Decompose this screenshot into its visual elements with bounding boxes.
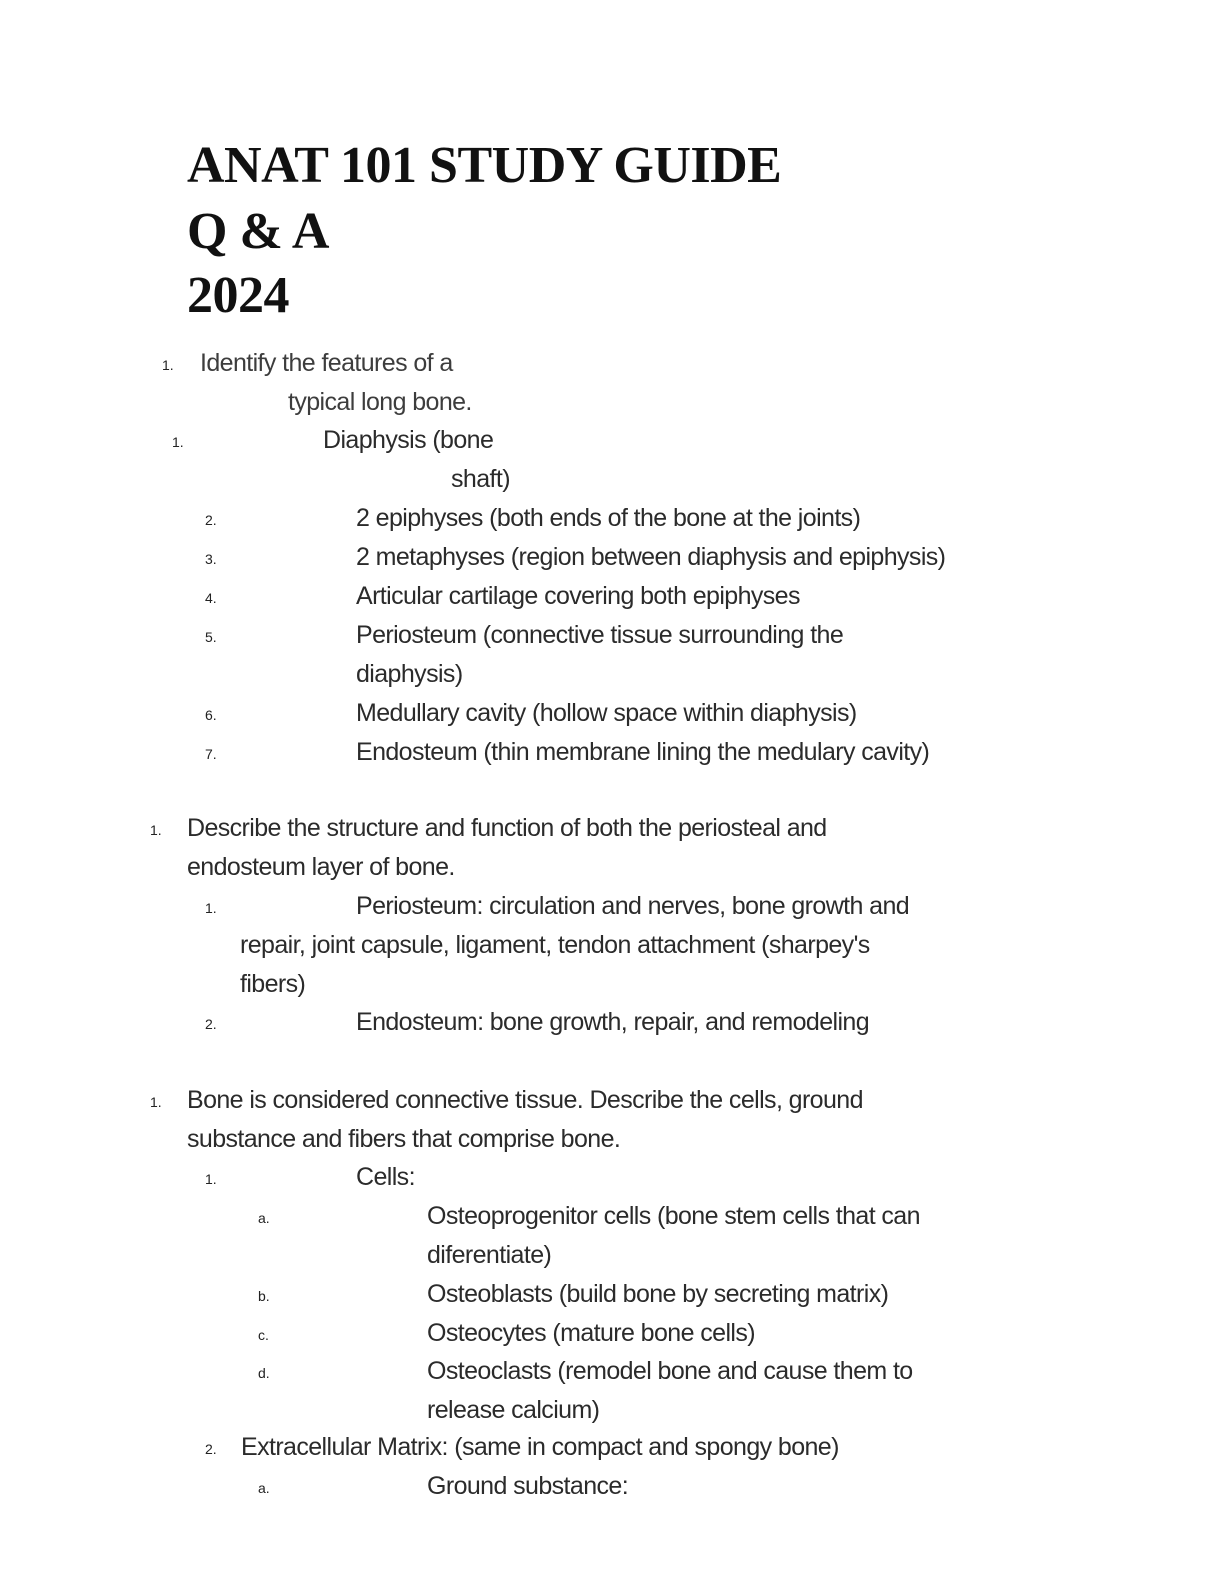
item-marker: 1. bbox=[205, 900, 217, 916]
question-text: typical long bone. bbox=[288, 388, 472, 416]
question-text: endosteum layer of bone. bbox=[187, 853, 455, 881]
answer-item: Endosteum: bone growth, repair, and remodeling bbox=[356, 1008, 870, 1036]
answer-item: repair, joint capsule, ligament, tendon attachment (sharpey's bbox=[240, 931, 870, 959]
answer-item: shaft) bbox=[451, 465, 510, 493]
answer-subitem: Osteocytes (mature bone cells) bbox=[427, 1319, 755, 1347]
item-marker: 7. bbox=[205, 746, 217, 762]
question-text: Identify the features of a bbox=[200, 349, 453, 377]
item-marker: 1. bbox=[205, 1171, 217, 1187]
answer-item: Periosteum (connective tissue surrounding the bbox=[356, 621, 844, 649]
answer-subitem: Ground substance: bbox=[427, 1472, 629, 1500]
answer-subitem: release calcium) bbox=[427, 1396, 600, 1424]
answer-item: Articular cartilage covering both epiphyses bbox=[356, 582, 800, 610]
answer-item: Diaphysis (bone bbox=[323, 426, 494, 454]
subitem-marker: c. bbox=[258, 1327, 269, 1343]
title-line-2: Q & A bbox=[187, 203, 329, 260]
answer-subitem: Osteoblasts (build bone by secreting matrix) bbox=[427, 1280, 889, 1308]
answer-item: Endosteum (thin membrane lining the medulary cavity) bbox=[356, 738, 930, 766]
item-marker: 2. bbox=[205, 1016, 217, 1032]
question-text: Bone is considered connective tissue. Describe the cells, ground bbox=[187, 1086, 863, 1114]
answer-item: Periosteum: circulation and nerves, bone growth and bbox=[356, 892, 910, 920]
item-marker: 3. bbox=[205, 551, 217, 567]
subitem-marker: d. bbox=[258, 1365, 270, 1381]
answer-item: 2 epiphyses (both ends of the bone at the joints) bbox=[356, 504, 861, 532]
item-marker: 2. bbox=[205, 512, 217, 528]
item-marker: 6. bbox=[205, 707, 217, 723]
item-marker: 4. bbox=[205, 590, 217, 606]
answer-item: diaphysis) bbox=[356, 660, 463, 688]
item-marker: 1. bbox=[172, 434, 184, 450]
item-marker: 2. bbox=[205, 1441, 217, 1457]
answer-item: Cells: bbox=[356, 1163, 415, 1191]
question-marker: 1. bbox=[150, 1094, 162, 1110]
question-text: substance and fibers that comprise bone. bbox=[187, 1125, 621, 1153]
answer-item: fibers) bbox=[240, 970, 306, 998]
answer-item: Extracellular Matrix: (same in compact and spongy bone) bbox=[241, 1433, 839, 1461]
answer-item: 2 metaphyses (region between diaphysis and epiphysis) bbox=[356, 543, 946, 571]
title-line-3: 2024 bbox=[187, 267, 289, 324]
title-line-1: ANAT 101 STUDY GUIDE bbox=[187, 137, 782, 194]
subitem-marker: a. bbox=[258, 1210, 270, 1226]
answer-subitem: Osteoclasts (remodel bone and cause them to bbox=[427, 1357, 913, 1385]
subitem-marker: b. bbox=[258, 1288, 270, 1304]
answer-item: Medullary cavity (hollow space within diaphysis) bbox=[356, 699, 857, 727]
subitem-marker: a. bbox=[258, 1480, 270, 1496]
answer-subitem: diferentiate) bbox=[427, 1241, 552, 1269]
item-marker: 5. bbox=[205, 629, 217, 645]
question-text: Describe the structure and function of both the periosteal and bbox=[187, 814, 827, 842]
answer-subitem: Osteoprogenitor cells (bone stem cells that can bbox=[427, 1202, 920, 1230]
question-marker: 1. bbox=[150, 822, 162, 838]
question-marker: 1. bbox=[162, 357, 174, 373]
